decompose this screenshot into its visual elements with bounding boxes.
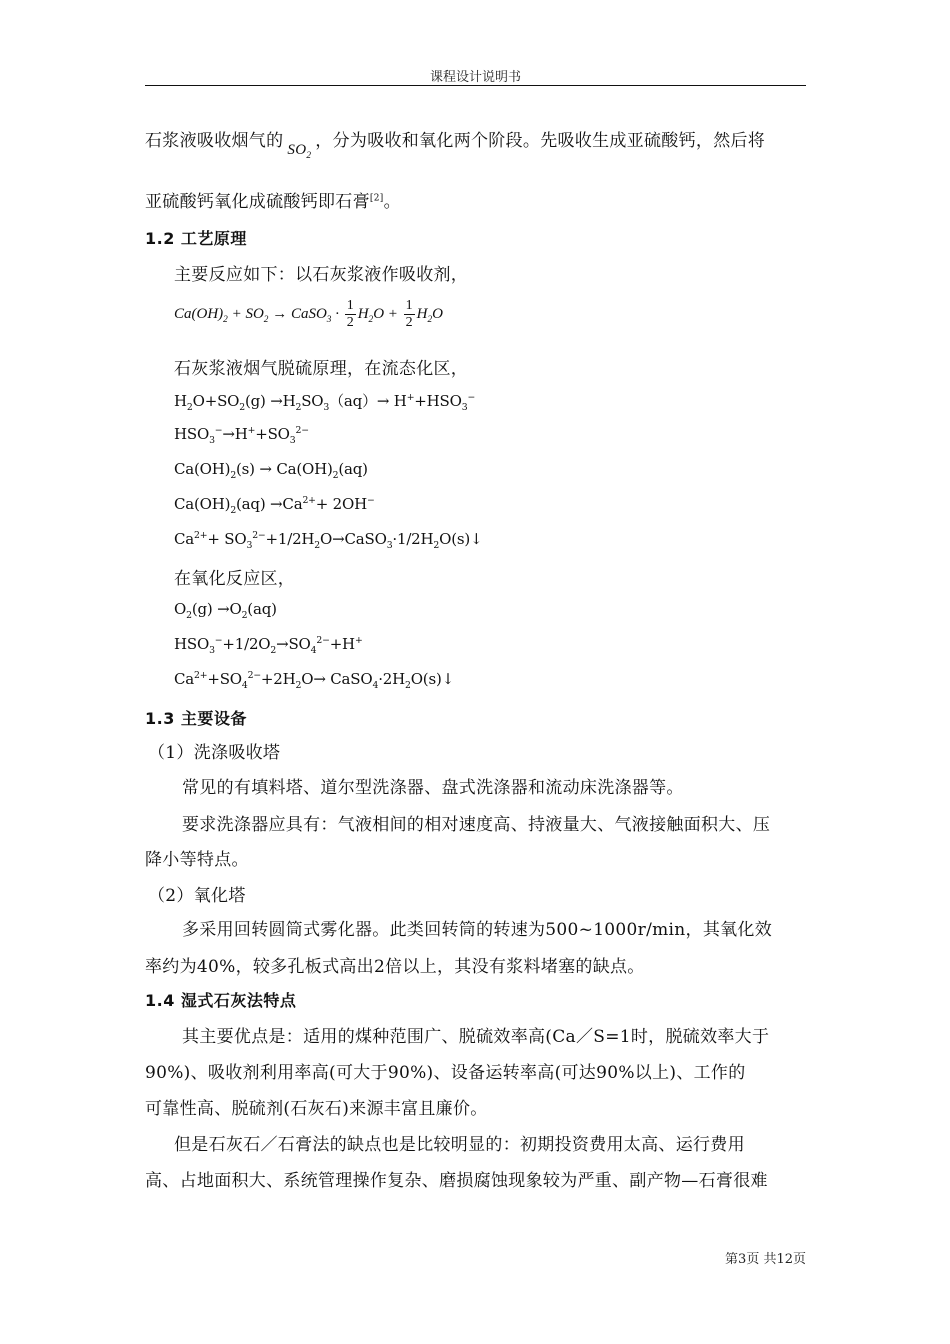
reaction-equation: $O_2(g) \to O_2(aq)$ [174, 600, 277, 621]
paragraph-line: 石灰浆液烟气脱硫原理，在流态化区， [174, 359, 469, 379]
text: 。 [383, 192, 401, 212]
paragraph-line [145, 126, 766, 161]
reaction-equation: $Ca^{2+}+SO_4^{2-}+2H_2O\to$ $CaSO_4\cdot 2H_2O(s)↓$ [174, 670, 454, 691]
header-rule [145, 85, 806, 86]
page-footer: 第3页 共12页 [725, 1252, 806, 1267]
section-heading-1-3: 1.3 主要设备 [145, 709, 247, 728]
text: 石浆液吸收烟气的 [145, 131, 284, 151]
paragraph-line: 但是石灰石／石膏法的缺点也是比较明显的：初期投资费用太高、运行费用 [174, 1135, 745, 1155]
fraction: $\frac{1}{2}$ [405, 298, 413, 330]
text: ，分为吸收和氧化两个阶段。先吸收生成亚硫酸钙，然后将 [315, 131, 766, 151]
paragraph-line: 其主要优点是：适用的煤种范围广、脱硫效率高(Ca／S=1时，脱硫效率大于 [182, 1027, 770, 1047]
citation-ref[interactable]: [2] [369, 193, 384, 204]
reaction-equation: $Ca(OH)_2(s) \to Ca(OH)_2(aq)$ [174, 460, 368, 481]
paragraph-line: 90%)、吸收剂利用率高(可大于90%)、设备运转率高(可达90%以上)、工作的 [145, 1063, 746, 1083]
fraction: $\frac{1}{2}$ [346, 298, 354, 330]
paragraph-line [145, 187, 401, 212]
paragraph-line: 率约为40%，较多孔板式高出2倍以上，其没有浆料堵塞的缺点。 [145, 957, 645, 977]
paragraph-line: 主要反应如下：以石灰浆液作吸收剂， [174, 265, 469, 285]
page-header: 课程设计说明书 [429, 70, 521, 85]
paragraph-line: 要求洗涤器应具有：气液相间的相对速度高、持液量大、气液接触面积大、压 [182, 815, 771, 835]
paragraph-line: 多采用回转圆筒式雾化器。此类回转筒的转速为500~1000r/min，其氧化效 [182, 920, 773, 940]
list-item-heading: （2）氧化塔 [148, 886, 246, 906]
paragraph-line: 可靠性高、脱硫剂(石灰石)来源丰富且廉价。 [145, 1099, 488, 1119]
paragraph-line: 降小等特点。 [145, 850, 249, 870]
section-heading-1-2: 1.2 工艺原理 [145, 229, 247, 248]
paragraph-line: 高、占地面积大、系统管理操作复杂、磨损腐蚀现象较为严重、副产物—石膏很难 [145, 1171, 768, 1191]
paragraph-line: 常见的有填料塔、道尔型洗涤器、盘式洗涤器和流动床洗涤器等。 [182, 778, 684, 798]
reaction-equation: $HSO_3^-+1/2O_2\to SO_4^{2-}+H^+$ [174, 635, 363, 656]
so2-formula: $SO_2$ [287, 142, 312, 161]
text: 亚硫酸钙氧化成硫酸钙即石膏 [145, 192, 370, 212]
paragraph-line: 在氧化反应区， [174, 569, 296, 589]
section-heading-1-4: 1.4 湿式石灰法特点 [145, 991, 297, 1010]
reaction-equation: $HSO_3^-\to H^++SO_3^{2-}$ [174, 425, 309, 446]
list-item-heading: （1）洗涤吸收塔 [148, 743, 281, 763]
reaction-equation: $H_2O+SO_2(g) \to H_2SO_3(aq)\to H^++HSO_3^-$ [174, 392, 476, 413]
reaction-equation: $Ca(OH)_2(aq) \to Ca^{2+}+ 2OH^-$ [174, 495, 375, 516]
reaction-equation: $Ca^{2+}+$ $SO_3^{2-}+1/2H_2O\to CaSO_3\cdot 1/2H_2O(s)↓$ [174, 530, 483, 551]
main-reaction-equation: $Ca(OH)_2 + SO_2$ → CaSO$_3$ · $\frac{1}{2}$ $H_2O$ + $\frac{1}{2}$ $H_2O$ [174, 298, 444, 330]
